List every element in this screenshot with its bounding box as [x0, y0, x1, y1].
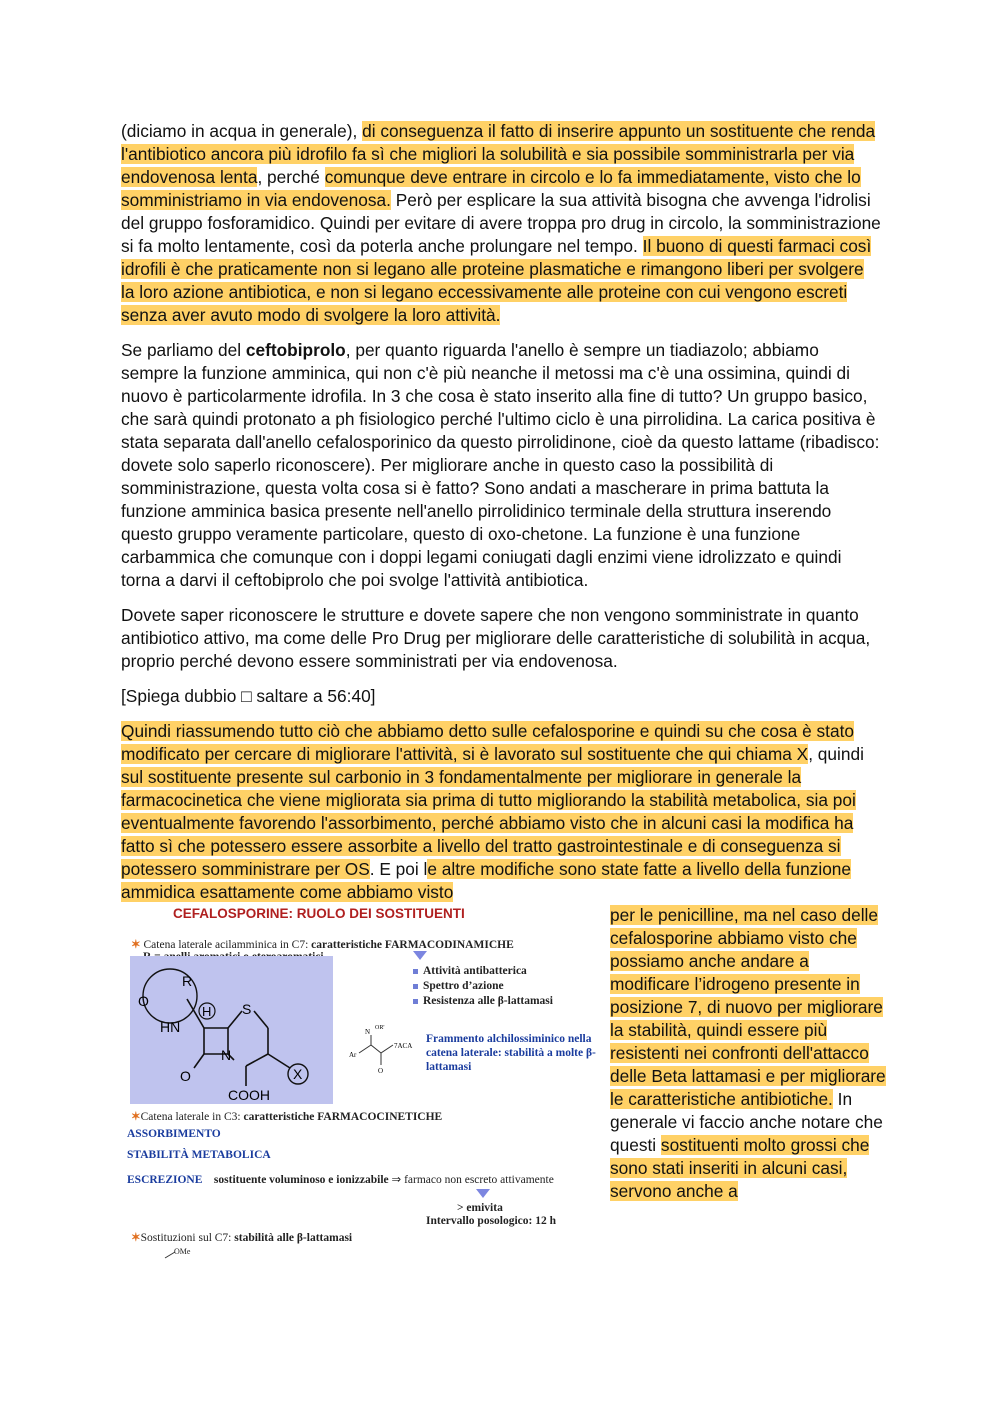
structure-label-n: N	[221, 1047, 232, 1063]
effect-item	[413, 994, 553, 1009]
implies-arrow-icon: ⇒	[391, 1174, 402, 1186]
effect-label: Spettro d’azione	[423, 980, 504, 992]
fragment-label: Frammento alchilossiminico nella catena laterale: stabilità a molte β-lattamasi	[426, 1033, 596, 1073]
intervallo-label	[426, 1215, 556, 1227]
escrezione-bold: sostituente voluminoso e ionizzabile	[213, 1174, 389, 1186]
highlighted-text: per le penicilline, ma nel caso delle cefalosporine abbiamo visto che possiamo anche andare a modificare l’idrogeno presente in posizione 7, di nuovo per migliorare la stabilità, quindi essere più resistenti nei confronti dell'attacco delle Beta lattamasi e per migliorare le caratteristiche antibiotiche.	[610, 905, 886, 1109]
emivita-label	[457, 1202, 503, 1214]
escrezione-rest: farmaco non escreto attivamente	[401, 1174, 554, 1186]
c7-sub-line	[131, 1230, 352, 1244]
text-span: In generale vi faccio anche notare che questi	[610, 1089, 883, 1155]
escrezione-label: ESCREZIONE	[127, 1174, 203, 1186]
bullet-icon	[413, 999, 418, 1004]
text-span: Se parliamo del	[121, 340, 246, 360]
c7-line	[131, 937, 514, 951]
c3-line	[131, 1109, 442, 1123]
structure-label-o1: O	[138, 993, 149, 1009]
effect-label: Attività antibatterica	[423, 965, 527, 977]
text-span: . E poi l	[369, 859, 428, 879]
side-paragraph	[610, 904, 890, 1203]
fragment-aca: 7ACA	[394, 1042, 413, 1050]
paragraph-5	[121, 720, 881, 904]
bullet-icon	[413, 984, 418, 989]
fragment-o: O	[378, 1067, 384, 1075]
paragraph-3: Dovete saper riconoscere le strutture e dovete sapere che non vengono somministrate in quanto antibiotico attivo, ma come delle Pro Drug per migliorare delle caratteristiche di solubilità in acqua, proprio perché devono essere somministrati per via endovenosa.	[121, 605, 871, 671]
fragment-or: OR'	[375, 1025, 385, 1031]
c7-sub-label: Sostituzioni sul C7:	[140, 1232, 235, 1244]
bold-term: ceftobiprolo	[245, 340, 346, 360]
highlighted-text: sostituenti molto grossi che sono stati inseriti in alcuni casi, servono anche a	[610, 1135, 870, 1201]
cephalosporin-structure	[130, 956, 333, 1104]
structure-label-hn: HN	[160, 1019, 181, 1035]
c7-label: Catena laterale acilamminica in C7:	[143, 939, 312, 951]
emivita-text: > emivita	[457, 1202, 503, 1214]
text-span: , per quanto riguarda l'anello è sempre un tiadiazolo; abbiamo sempre la funzione amminica, qui non c'è più neanche il metossi ma c'è una ossimina, quindi di nuovo è particolarmente idrofila. In 3 che cosa è stato inserito alla fine di tutto? Un gruppo basico, che sarà quindi protonato a ph fisiologico perché l'ultimo ciclo è una pirrolidina. La carica positiva è stata separata dall'anello cefalosporinico da questo pirrolidinone, cioè da questo lattame (ribadisco: dovete solo saperlo riconoscere). Per migliorare anche in questo caso la possibilità di somministrazione, questa volta cosa si è fatto? Sono andati a mascherare in prima battuta la funzione amminica basica presente nell'anello pirrolidinico terminale della struttura inserendo questo gruppo veramente particolare, questo di oxo-chetone. La funzione è una funzione carbammica che comunque con i doppi legami coniugati dagli enzimi viene idrolizzato e quindi torna a darvi il ceftobiprolo che poi svolge l'attività antibiotica.	[121, 340, 880, 590]
structure-label-cooh: COOH	[228, 1087, 270, 1103]
escrezione-line	[127, 1172, 554, 1186]
c3-bold: caratteristiche FARMACOCINETICHE	[243, 1111, 443, 1123]
fragment-ar: Ar	[349, 1051, 357, 1059]
star-icon: ✶	[131, 939, 141, 951]
c3-label: Catena laterale in C3:	[140, 1111, 244, 1123]
cephalosporin-figure	[121, 904, 599, 1269]
highlighted-text: e altre modifiche sono state fatte a livello della funzione ammidica esattamente come abbiamo visto	[121, 859, 852, 902]
effect-item	[413, 964, 553, 979]
highlighted-text: Il buono di questi farmaci così idrofili è che praticamente non si legano alle proteine plasmatiche e rimangono liberi per svolgere la loro azione antibiotica, e non si legano eccessivamente alle proteine con cui vengono escreti senza aver avuto modo di svolgere la loro attività	[121, 236, 872, 325]
highlighted-text: di conseguenza il fatto di inserire appunto un sostituente che renda l'antibiotico ancora più idrofilo fa sì che migliori la solubilità e sia possibile somministrarla per via endovenosa lenta	[121, 121, 876, 187]
highlighted-text: Quindi riassumendo tutto ciò che abbiamo detto sulle cefalosporine e quindi su che cosa è stato modificato per cercare di migliorare l'attività, si è lavorato sul sostituente che qui chiama X	[121, 721, 854, 764]
figure-row	[121, 904, 886, 1274]
paragraph-4: [Spiega dubbio □ saltare a 56:40]	[121, 686, 376, 706]
highlighted-text: sul sostituente presente sul carbonio in 3 fondamentalmente per migliorare in generale la farmacocinetica che viene migliorata sia prima di tutto migliorando la stabilità metabolica, sia poi eventualmente favorendo l'assorbimento, perché abbiamo visto che in alcuni casi la modifica ha fatto sì che potessero essere assorbite a livello del tratto gastrointestinale e di conseguenza si potessero somministrare per OS	[121, 767, 856, 879]
effect-label: Resistenza alle β-lattamasi	[423, 995, 553, 1007]
figure-title: CEFALOSPORINE: RUOLO DEI SOSTITUENTI	[173, 906, 465, 921]
structure-box	[130, 956, 333, 1104]
text-span: , perché	[257, 167, 325, 187]
bullet-icon	[413, 969, 418, 974]
structure-label-r: R	[182, 973, 193, 989]
structure-label-s: S	[242, 1001, 252, 1017]
highlighted-text: comunque deve entrare in circolo e lo fa immediatamente, visto che lo somministriamo in via endovenosa.	[121, 167, 861, 210]
intervallo-text: Intervallo posologico: 12 h	[426, 1215, 557, 1227]
assorbimento-label: ASSORBIMENTO	[127, 1128, 221, 1140]
paragraph-2	[121, 339, 881, 592]
text-span: Però per esplicare la sua attività bisogna che avvenga l'idrolisi del gruppo fosforamidico. Quindi per evitare di avere troppa pro drug in circolo, la somministrazione si fa molto lentamente, così da poterla anche prolungare nel tempo.	[121, 190, 881, 256]
stabilita-label: STABILITÀ METABOLICA	[127, 1149, 271, 1161]
paragraph-1	[121, 120, 881, 327]
highlighted-text: .	[495, 305, 501, 325]
effects-list	[413, 964, 553, 1009]
oxime-fragment-structure	[349, 1021, 419, 1081]
fragment-n: N	[365, 1028, 371, 1036]
document-page	[121, 120, 886, 1274]
effect-item	[413, 979, 553, 994]
ome-label: OMe	[174, 1247, 191, 1256]
structure-label-x: X	[293, 1066, 303, 1082]
arrow-down-icon	[413, 951, 427, 960]
c7-sub-bold: stabilità alle β-lattamasi	[234, 1232, 353, 1244]
structure-label-o2: O	[180, 1068, 191, 1084]
text-span: , quindi	[808, 744, 864, 764]
star-icon: ✶	[131, 1111, 141, 1123]
c7-bold: caratteristiche FARMACODINAMICHE	[311, 939, 514, 951]
text-span: (diciamo in acqua in generale),	[121, 121, 363, 141]
star-icon: ✶	[131, 1232, 141, 1244]
arrow-down-icon	[476, 1189, 490, 1198]
structure-label-h: H	[202, 1004, 212, 1019]
